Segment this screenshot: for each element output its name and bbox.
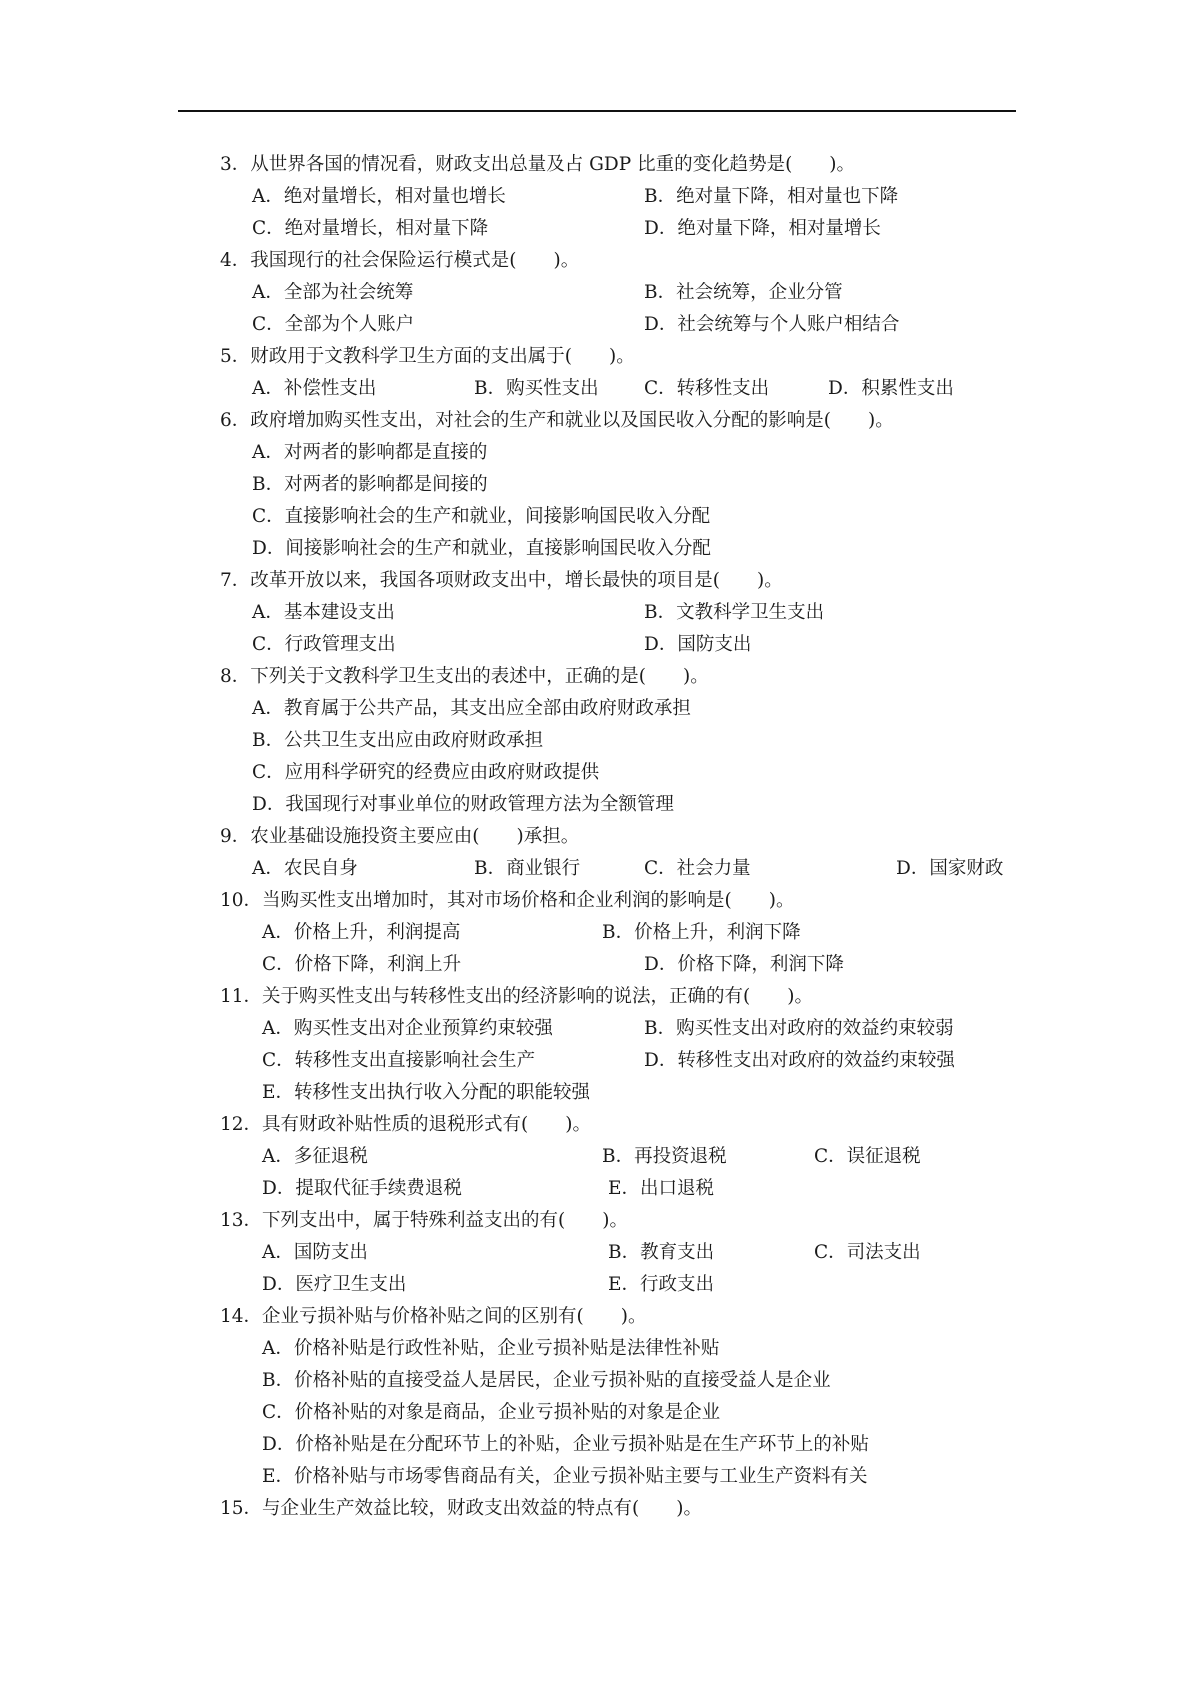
question-10-option-d: D．价格下降，利润下降 (644, 954, 844, 975)
question-9-options-row-1 (0, 853, 1191, 885)
question-8-option-c: C．应用科学研究的经费应由政府财政提供 (252, 762, 600, 783)
question-3-stem: 3．从世界各国的情况看，财政支出总量及占 GDP 比重的变化趋势是( )。 (220, 154, 856, 175)
question-14-option-b: B．价格补贴的直接受益人是居民，企业亏损补贴的直接受益人是企业 (262, 1370, 831, 1391)
question-11-option-e: E．转移性支出执行收入分配的职能较强 (262, 1082, 591, 1103)
question-10-options-row-2 (0, 949, 1191, 981)
question-4-stem: 4．我国现行的社会保险运行模式是( )。 (220, 250, 580, 271)
question-12-option-a: A．多征退税 (262, 1146, 368, 1167)
question-14-option-c: C．价格补贴的对象是商品，企业亏损补贴的对象是企业 (262, 1402, 721, 1423)
question-8-option-b: B．公共卫生支出应由政府财政承担 (252, 730, 544, 751)
question-13-option-e: E．行政支出 (608, 1274, 715, 1295)
question-13-option-d: D．医疗卫生支出 (262, 1274, 407, 1295)
question-7-option-a: A．基本建设支出 (252, 602, 395, 623)
question-10-options-row-1 (0, 917, 1191, 949)
question-13-options-row-2 (0, 1269, 1191, 1301)
question-10-option-c: C．价格下降，利润上升 (262, 954, 462, 975)
header-rule (178, 110, 1016, 112)
question-13-option-b: B．教育支出 (608, 1242, 715, 1263)
question-3-option-d: D．绝对量下降，相对量增长 (644, 218, 881, 239)
question-11-option-e-line (0, 1077, 1191, 1109)
question-12-options-row-2 (0, 1173, 1191, 1205)
question-3-option-c: C．绝对量增长，相对量下降 (252, 218, 489, 239)
question-11-option-a: A．购买性支出对企业预算约束较强 (262, 1018, 553, 1039)
question-9-stem-line (0, 821, 1191, 853)
question-13-stem: 13．下列支出中，属于特殊利益支出的有( )。 (220, 1210, 628, 1231)
question-5-option-b: B．购买性支出 (474, 378, 599, 399)
question-9-stem: 9．农业基础设施投资主要应由( )承担。 (220, 826, 580, 847)
question-11-option-d: D．转移性支出对政府的效益约束较强 (644, 1050, 955, 1071)
question-10-option-b: B．价格上升，利润下降 (602, 922, 801, 943)
question-6-stem: 6．政府增加购买性支出，对社会的生产和就业以及国民收入分配的影响是( )。 (220, 410, 894, 431)
question-15-stem: 15．与企业生产效益比较，财政支出效益的特点有( )。 (220, 1498, 702, 1519)
question-5-option-c: C．转移性支出 (644, 378, 770, 399)
question-11-stem-line (0, 981, 1191, 1013)
question-8-option-a-line (0, 693, 1191, 725)
question-8-option-d-line (0, 789, 1191, 821)
question-7-option-c: C．行政管理支出 (252, 634, 396, 655)
question-12-options-row-1 (0, 1141, 1191, 1173)
question-7-options-row-1 (0, 597, 1191, 629)
question-3-option-b: B．绝对量下降，相对量也下降 (644, 186, 899, 207)
question-6-option-c-line (0, 501, 1191, 533)
question-6-stem-line (0, 405, 1191, 437)
question-6-option-d-line (0, 533, 1191, 565)
question-11-options-row-2 (0, 1045, 1191, 1077)
question-14-stem: 14．企业亏损补贴与价格补贴之间的区别有( )。 (220, 1306, 647, 1327)
question-6-option-b-line (0, 469, 1191, 501)
question-5-options-row-1 (0, 373, 1191, 405)
question-12-stem-line (0, 1109, 1191, 1141)
question-13-options-row-1 (0, 1237, 1191, 1269)
question-8-stem-line (0, 661, 1191, 693)
question-3-options-row-2 (0, 213, 1191, 245)
question-14-option-a-line (0, 1333, 1191, 1365)
question-11-stem: 11．关于购买性支出与转移性支出的经济影响的说法，正确的有( )。 (220, 986, 813, 1007)
question-7-options-row-2 (0, 629, 1191, 661)
question-9-option-b: B．商业银行 (474, 858, 581, 879)
question-7-option-b: B．文教科学卫生支出 (644, 602, 825, 623)
question-4-stem-line (0, 245, 1191, 277)
question-8-stem: 8．下列关于文教科学卫生支出的表述中，正确的是( )。 (220, 666, 709, 687)
question-7-option-d: D．国防支出 (644, 634, 752, 655)
question-6-option-b: B．对两者的影响都是间接的 (252, 474, 488, 495)
question-11-option-c: C．转移性支出直接影响社会生产 (262, 1050, 536, 1071)
question-14-option-b-line (0, 1365, 1191, 1397)
question-5-stem-line (0, 341, 1191, 373)
question-7-stem-line (0, 565, 1191, 597)
question-12-option-b: B．再投资退税 (602, 1146, 727, 1167)
question-6-option-c: C．直接影响社会的生产和就业，间接影响国民收入分配 (252, 506, 711, 527)
question-8-option-d: D．我国现行对事业单位的财政管理方法为全额管理 (252, 794, 674, 815)
question-14-stem-line (0, 1301, 1191, 1333)
question-13-option-c: C．司法支出 (814, 1242, 921, 1263)
question-14-option-e: E．价格补贴与市场零售商品有关，企业亏损补贴主要与工业生产资料有关 (262, 1466, 868, 1487)
question-6-option-a-line (0, 437, 1191, 469)
question-4-option-c: C．全部为个人账户 (252, 314, 415, 335)
question-5-option-a: A．补偿性支出 (252, 378, 377, 399)
question-6-option-a: A．对两者的影响都是直接的 (252, 442, 488, 463)
question-14-option-c-line (0, 1397, 1191, 1429)
question-8-option-a: A．教育属于公共产品，其支出应全部由政府财政承担 (252, 698, 691, 719)
question-5-stem: 5．财政用于文教科学卫生方面的支出属于( )。 (220, 346, 635, 367)
question-12-option-d: D．提取代征手续费退税 (262, 1178, 462, 1199)
question-3-options-row-1 (0, 181, 1191, 213)
question-14-option-e-line (0, 1461, 1191, 1493)
question-14-option-d: D．价格补贴是在分配环节上的补贴，企业亏损补贴是在生产环节上的补贴 (262, 1434, 869, 1455)
question-4-options-row-2 (0, 309, 1191, 341)
question-4-option-a: A．全部为社会统筹 (252, 282, 414, 303)
question-13-option-a: A．国防支出 (262, 1242, 368, 1263)
question-8-option-c-line (0, 757, 1191, 789)
question-6-option-d: D．间接影响社会的生产和就业，直接影响国民收入分配 (252, 538, 711, 559)
question-9-option-c: C．社会力量 (644, 858, 751, 879)
question-9-option-a: A．农民自身 (252, 858, 358, 879)
question-3-option-a: A．绝对量增长，相对量也增长 (252, 186, 506, 207)
question-12-option-c: C．误征退税 (814, 1146, 921, 1167)
question-10-stem: 10．当购买性支出增加时，其对市场价格和企业利润的影响是( )。 (220, 890, 795, 911)
question-11-options-row-1 (0, 1013, 1191, 1045)
question-15-stem-line (0, 1493, 1191, 1525)
question-9-option-d: D．国家财政 (896, 858, 1004, 879)
question-4-option-d: D．社会统筹与个人账户相结合 (644, 314, 900, 335)
question-14-option-d-line (0, 1429, 1191, 1461)
question-11-option-b: B．购买性支出对政府的效益约束较弱 (644, 1018, 954, 1039)
question-3-stem-line (0, 149, 1191, 181)
question-13-stem-line (0, 1205, 1191, 1237)
question-12-option-e: E．出口退税 (608, 1178, 715, 1199)
question-4-option-b: B．社会统筹，企业分管 (644, 282, 843, 303)
question-4-options-row-1 (0, 277, 1191, 309)
question-7-stem: 7．改革开放以来，我国各项财政支出中，增长最快的项目是( )。 (220, 570, 783, 591)
question-8-option-b-line (0, 725, 1191, 757)
question-5-option-d: D．积累性支出 (828, 378, 954, 399)
question-10-stem-line (0, 885, 1191, 917)
question-14-option-a: A．价格补贴是行政性补贴，企业亏损补贴是法律性补贴 (262, 1338, 720, 1359)
question-12-stem: 12．具有财政补贴性质的退税形式有( )。 (220, 1114, 591, 1135)
question-10-option-a: A．价格上升，利润提高 (262, 922, 461, 943)
